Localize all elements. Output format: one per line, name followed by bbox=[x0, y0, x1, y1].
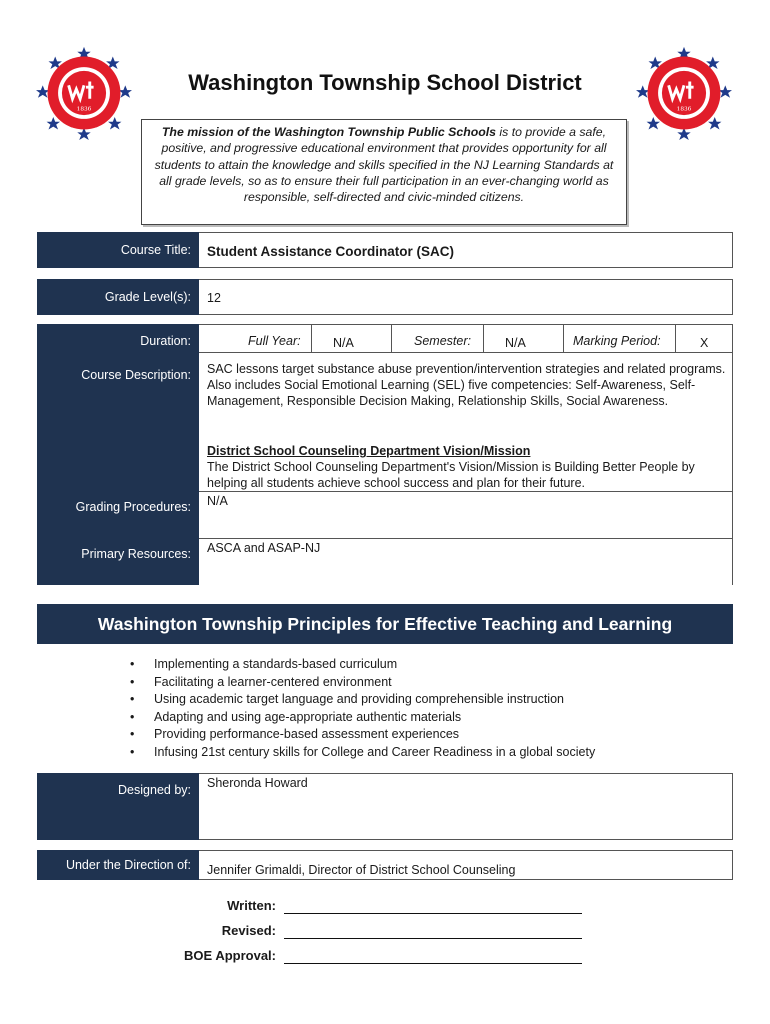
list-item: • Providing performance-based assessment experiences bbox=[130, 726, 595, 744]
designed-by-label-text: Designed by: bbox=[118, 783, 191, 797]
written-label: Written: bbox=[227, 898, 276, 913]
full-year-label: Full Year: bbox=[248, 334, 301, 348]
full-year-value[interactable]: N/A bbox=[333, 336, 354, 350]
direction-field[interactable]: Jennifer Grimaldi, Director of District School Counseling bbox=[199, 850, 733, 880]
designed-by-field[interactable]: Sheronda Howard bbox=[199, 773, 733, 840]
course-description-text: SAC lessons target substance abuse prevention/intervention strategies and related programs. Also includes Social Emotional Learning (SEL) five competencies: Self-Awareness, Self-Management, Responsible Decision Making, Relationship Skills, Social Awareness. bbox=[207, 362, 726, 408]
marking-period-label: Marking Period: bbox=[573, 334, 661, 348]
description-bottom-divider bbox=[199, 491, 733, 492]
written-line[interactable] bbox=[284, 913, 582, 914]
primary-resources-label: Primary Resources: bbox=[81, 547, 191, 561]
grading-bottom-divider bbox=[199, 538, 733, 539]
vision-text: The District School Counseling Department's Vision/Mission is Building Better People by helping all students achieve school success and plan for their future. bbox=[207, 460, 695, 490]
principles-banner: Washington Township Principles for Effective Teaching and Learning bbox=[37, 604, 733, 644]
boe-approval-label: BOE Approval: bbox=[184, 948, 276, 963]
duration-row-divider bbox=[199, 352, 733, 353]
grading-procedures-label: Grading Procedures: bbox=[75, 500, 191, 514]
vision-heading: District School Counseling Department Vision/Mission bbox=[207, 444, 531, 458]
course-title-field[interactable]: Student Assistance Coordinator (SAC) bbox=[199, 232, 733, 268]
list-item: • Adapting and using age-appropriate authentic materials bbox=[130, 709, 595, 727]
district-title: Washington Township School District bbox=[188, 70, 582, 95]
svg-text:1836: 1836 bbox=[76, 106, 92, 113]
revised-label: Revised: bbox=[221, 923, 276, 938]
grade-level-field[interactable]: 12 bbox=[199, 279, 733, 315]
mission-rest: is to provide a safe, positive, and progressive educational environment that provides opportunity for all students to attain the knowledge and skills specified in the NJ Learning Standards at all grade levels, so as to ensure their full participation in an ever-changing world as responsible, self-directed and civic-minded citizens. bbox=[154, 125, 614, 205]
list-item: • Infusing 21st century skills for College and Career Readiness in a global society bbox=[130, 744, 595, 762]
svg-text:1836: 1836 bbox=[676, 106, 692, 113]
list-item: • Using academic target language and providing comprehensible instruction bbox=[130, 691, 595, 709]
district-logo-left bbox=[36, 45, 132, 141]
grading-procedures-value: N/A bbox=[207, 494, 228, 508]
semester-label: Semester: bbox=[414, 334, 471, 348]
district-logo-right bbox=[636, 45, 732, 141]
list-item: • Implementing a standards-based curriculum bbox=[130, 656, 595, 674]
boe-approval-line[interactable] bbox=[284, 963, 582, 964]
mission-statement bbox=[141, 119, 627, 225]
direction-label: Under the Direction of: bbox=[37, 850, 199, 880]
semester-value[interactable]: N/A bbox=[505, 336, 526, 350]
course-detail-labels bbox=[37, 324, 199, 585]
course-description-label: Course Description: bbox=[81, 368, 191, 382]
primary-resources-value: ASCA and ASAP-NJ bbox=[207, 541, 321, 555]
course-title-label: Course Title: bbox=[37, 232, 199, 268]
marking-period-value[interactable]: X bbox=[700, 336, 709, 350]
duration-label: Duration: bbox=[140, 334, 191, 348]
revised-line[interactable] bbox=[284, 938, 582, 939]
grade-level-label: Grade Level(s): bbox=[37, 279, 199, 315]
mission-lead: The mission of the Washington Township Public Schools bbox=[161, 125, 496, 139]
list-item: • Facilitating a learner-centered environment bbox=[130, 674, 595, 692]
principles-list bbox=[130, 656, 595, 762]
